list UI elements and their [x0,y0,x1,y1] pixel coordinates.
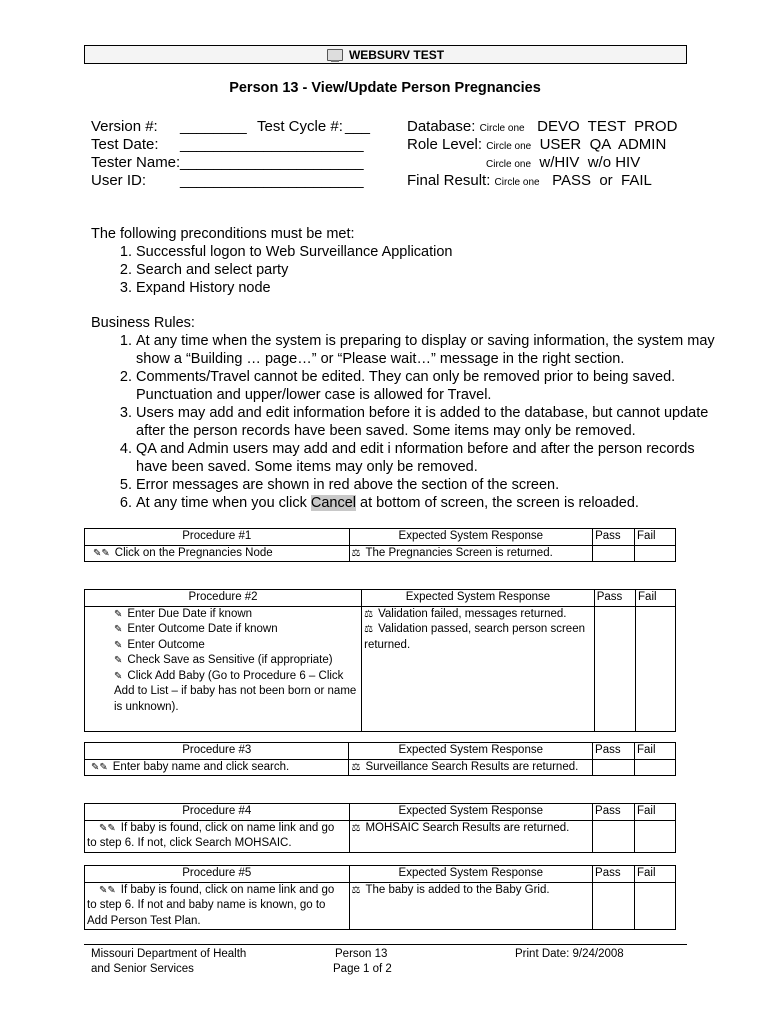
procedure-title: Procedure #1 [85,529,350,546]
user-id-value: ______________________ [180,172,364,189]
procedure-responses [362,606,595,731]
pencil-icon: ✎ [114,639,123,651]
procedure-responses [349,820,593,852]
business-rule-item: 1. At any time when the system is preparing to display or saving information, the system may show a “Building … page…” or “Please wait…” message in the right section. [136,332,721,368]
role-row [407,136,666,156]
preconditions-heading: The following preconditions must be met: [91,226,355,242]
pass-cell[interactable] [593,759,635,776]
response: The baby is added to the Baby Grid. [365,883,550,896]
procedure-steps [85,820,350,852]
hiv-hint: Circle one [486,159,532,170]
test-date-label: Test Date: [91,136,159,153]
scale-icon: ⚖ [351,884,361,896]
fail-header: Fail [636,590,676,607]
fail-header: Fail [635,804,676,821]
scale-icon: ⚖ [364,608,374,620]
procedure-table-1 [84,528,676,562]
procedure-steps [85,882,350,930]
procedure-table-3 [84,742,676,776]
pass-header: Pass [593,804,635,821]
database-row [407,118,677,138]
role-label: Role Level: [407,136,483,153]
fail-header: Fail [635,529,676,546]
footer-org-line2: and Senior Services [91,963,194,975]
response: MOHSAIC Search Results are returned. [365,821,570,834]
fail-header: Fail [635,866,676,883]
scale-icon: ⚖ [364,624,374,635]
fail-cell[interactable] [635,545,676,562]
hiv-row [486,154,640,174]
tester-name-value: ______________________ [180,154,364,171]
business-rule-item: 3. Users may add and edit information before it is added to the database, but cannot update after the person records have been saved. Some items may only be removed. [136,404,721,440]
pass-cell[interactable] [593,882,635,930]
footer-rule [84,944,687,945]
step: Enter baby name and click search. [112,760,290,773]
fail-header: Fail [635,743,676,760]
step: If baby is found, click on name link and go to step 6. If not and baby name is known, go to Add Person Test Plan. [87,883,335,927]
step: Click Add Baby (Go to Procedure 6 – Click Add to List – if baby has not been born or name is unknown). [114,669,357,713]
tester-name-label: Tester Name: [91,154,181,171]
procedure-title: Procedure #3 [85,743,349,760]
pencil-icon: ✎✎ [99,884,116,896]
cancel-highlight: Cancel [310,495,357,511]
precondition-item: 1. Successful logon to Web Surveillance Application [136,243,721,261]
database-label: Database: [407,118,476,135]
fail-cell[interactable] [635,759,676,776]
computer-icon [327,49,343,61]
pass-cell[interactable] [594,606,635,731]
header-banner [84,45,687,64]
procedure-table-2 [84,589,676,732]
preconditions [91,225,721,297]
role-hint: Circle one [486,141,532,152]
procedure-steps [85,759,349,776]
database-options: DEVO TEST PROD [537,118,678,135]
procedure-table-5 [84,865,676,930]
pencil-icon: ✎✎ [91,761,108,773]
procedure-table-4 [84,803,676,853]
pass-cell[interactable] [593,545,635,562]
final-hint: Circle one [494,177,540,188]
pass-cell[interactable] [593,820,635,852]
banner-text: WEBSURV TEST [348,47,445,62]
step: Check Save as Sensitive (if appropriate) [127,654,333,666]
response: Validation passed, search person screen returned. [364,623,585,651]
footer-doc: Person 13 [335,948,388,960]
footer-print-date: Print Date: 9/24/2008 [515,948,624,960]
step: Click on the Pregnancies Node [114,546,273,559]
response: Surveillance Search Results are returned. [365,760,579,773]
rule6-post: at bottom of screen, the screen is reloaded. [356,495,639,511]
fail-cell[interactable] [636,606,676,731]
expected-header: Expected System Response [362,590,595,607]
business-rule-item: 4. QA and Admin users may add and edit i nformation before and after the person records have been saved. Some items may only be removed. [136,440,721,476]
step: If baby is found, click on name link and go to step 6. If not, click Search MOHSAIC. [87,821,335,849]
step: Enter Outcome Date if known [127,623,278,635]
business-rules [91,314,721,512]
test-cycle-label: Test Cycle #: [257,118,343,135]
version-label: Version #: [91,118,158,135]
expected-header: Expected System Response [349,804,593,821]
pass-header: Pass [593,743,635,760]
version-value: ________ [180,118,247,135]
final-label: Final Result: [407,172,491,189]
footer-org-line1: Missouri Department of Health [91,948,247,960]
procedure-responses [349,882,593,930]
footer-page-number: Page 1 of 2 [333,963,392,975]
procedure-steps [85,606,362,731]
business-rule-item: 2. Comments/Travel cannot be edited. They can only be removed prior to being saved. Punctuation and upper/lower case is allowed for Travel. [136,368,721,404]
response: Validation failed, messages returned. [378,607,567,620]
step: Enter Outcome [127,638,205,651]
procedure-title: Procedure #4 [85,804,350,821]
role-options: USER QA ADMIN [539,136,667,153]
pencil-icon: ✎✎ [93,547,110,559]
footer-page [333,947,392,977]
procedure-steps [85,545,350,562]
pencil-icon: ✎ [114,670,123,682]
business-rule-item: 5. Error messages are shown in red above the section of the screen. [136,476,721,494]
page-title: Person 13 - View/Update Person Pregnancies [229,80,541,96]
user-id-label: User ID: [91,172,147,189]
expected-header: Expected System Response [349,743,593,760]
scale-icon: ⚖ [351,761,361,773]
procedure-title: Procedure #2 [85,590,362,607]
test-date-value: ______________________ [180,136,364,153]
business-rules-heading: Business Rules: [91,315,195,331]
fail-cell[interactable] [635,820,676,852]
pass-header: Pass [594,590,635,607]
scale-icon: ⚖ [351,547,361,559]
precondition-item: 3. Expand History node [136,279,721,297]
expected-header: Expected System Response [349,866,593,883]
pencil-icon: ✎ [114,608,123,620]
rule6-pre: At any time when you click [136,495,311,511]
footer-org [91,947,246,977]
final-options: PASS or FAIL [552,172,652,189]
procedure-title: Procedure #5 [85,866,350,883]
hiv-options: w/HIV w/o HIV [539,154,641,171]
response: The Pregnancies Screen is returned. [365,546,553,559]
pencil-icon: ✎✎ [99,822,116,834]
pencil-icon: ✎ [114,624,123,635]
final-row [407,172,652,192]
procedure-responses [349,759,593,776]
procedure-responses [349,545,593,562]
expected-header: Expected System Response [349,529,593,546]
business-rule-item [136,494,721,512]
pass-header: Pass [593,529,635,546]
fail-cell[interactable] [635,882,676,930]
step: Enter Due Date if known [127,607,253,620]
scale-icon: ⚖ [351,822,361,834]
precondition-item: 2. Search and select party [136,261,721,279]
test-cycle-value: ___ [345,118,371,135]
database-hint: Circle one [479,123,525,134]
pass-header: Pass [593,866,635,883]
pencil-icon: ✎ [114,655,123,666]
